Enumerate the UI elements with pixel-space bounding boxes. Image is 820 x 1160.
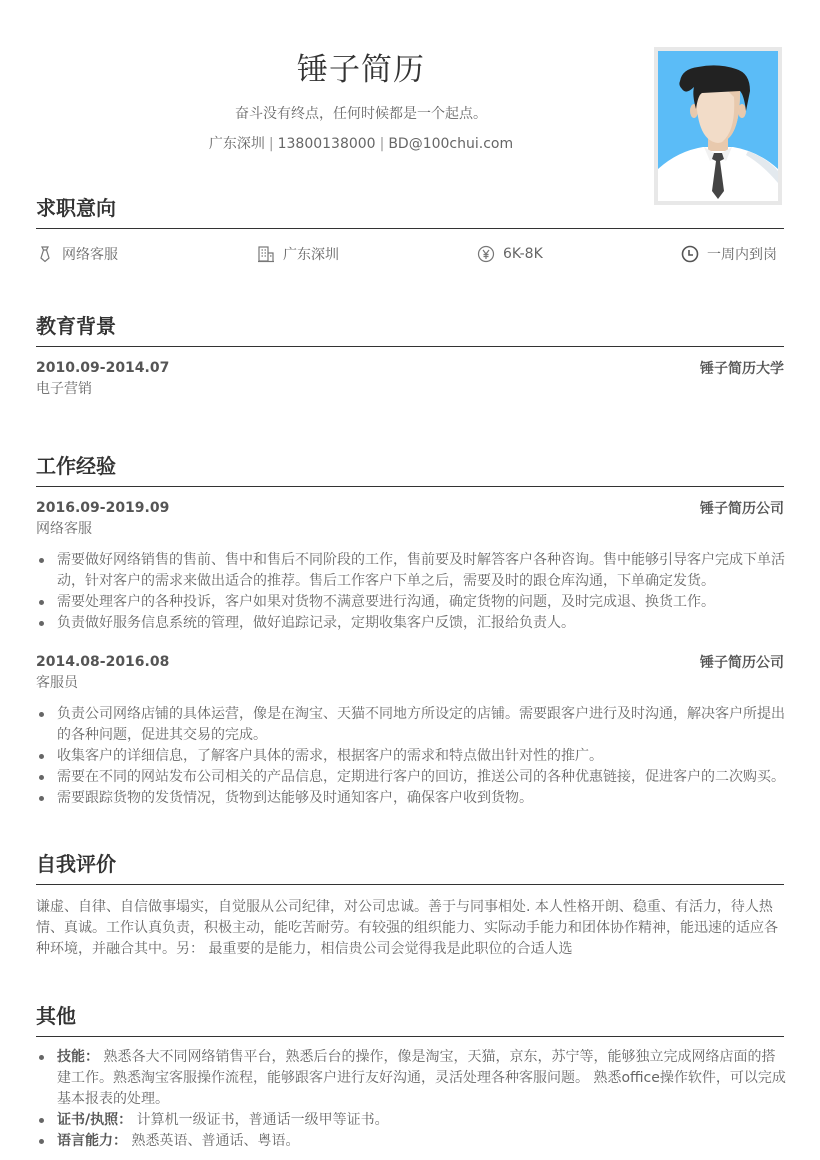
intention-salary-label: 6K-8K (503, 246, 543, 262)
languages-text: 熟悉英语、普通话、粤语。 (127, 1133, 300, 1149)
certificates-text: 计算机一级证书，普通话一级甲等证书。 (132, 1112, 389, 1128)
intention-position (36, 243, 118, 265)
work-period: 2016.09-2019.09 (36, 500, 170, 516)
work-duties-list (36, 704, 786, 809)
list-item: 需要跟踪货物的发货情况，货物到达能够及时通知客户，确保客户收到货物。 (36, 788, 786, 809)
languages-label: 语言能力： (57, 1133, 127, 1149)
tie-icon (36, 245, 54, 263)
education-period: 2010.09-2014.07 (36, 360, 170, 376)
intention-position-label: 网络客服 (62, 247, 118, 263)
clock-icon (681, 245, 699, 263)
education-major: 电子营销 (36, 381, 92, 397)
work-entry-header (36, 498, 784, 518)
work-entry-header (36, 652, 784, 672)
building-icon (257, 245, 275, 263)
list-item (36, 1110, 786, 1131)
contact-location: 广东深圳 (208, 136, 265, 152)
work-period: 2014.08-2016.08 (36, 654, 170, 670)
section-title-intention: 求职意向 (36, 196, 116, 220)
work-duties-list (36, 550, 786, 634)
avatar-placeholder-icon (658, 51, 778, 201)
intention-availability (681, 243, 777, 265)
list-item: 收集客户的详细信息，了解客户具体的需求，根据客户的需求和特点做出针对性的推广。 (36, 746, 786, 767)
yen-icon (477, 245, 495, 263)
intention-salary (477, 243, 543, 265)
section-divider (36, 486, 784, 487)
section-divider (36, 228, 784, 229)
list-item (36, 1131, 786, 1152)
contact-line (36, 134, 686, 154)
list-item: 需要做好网络销售的售前、售中和售后不同阶段的工作，售前要及时解答客户各种咨询。售中能够引导客户完成下单活动，针对客户的需求来做出适合的推荐。售后工作客户下单之后，需要及时的跟仓库沟通，下单确定发货。 (36, 550, 786, 592)
separator: | (379, 136, 385, 152)
certificates-label: 证书/执照： (57, 1112, 133, 1128)
section-title-self-evaluation: 自我评价 (36, 852, 116, 876)
section-divider (36, 346, 784, 347)
intention-availability-label: 一周内到岗 (707, 247, 777, 263)
section-divider (36, 884, 784, 885)
list-item (36, 1047, 786, 1110)
other-list (36, 1047, 786, 1152)
section-divider (36, 1036, 784, 1037)
intention-city (257, 243, 339, 265)
motto: 奋斗没有终点，任何时候都是一个起点。 (235, 106, 487, 122)
self-evaluation-text: 谦虚、自律、自信做事塌实，自觉服从公司纪律，对公司忠诚。善于与同事相处. 本人性格开朗、稳重、有活力，待人热情、真诚。工作认真负责，积极主动，能吃苦耐劳。有较强的组织能力、实际动手能力和团体协作精神，能迅速的适应各种环境，并融合其中。另： 最重要的是能力，相信贵公司会觉得我是此职位的合适人选 (36, 899, 778, 957)
intention-row (36, 243, 784, 265)
work-position: 客服员 (36, 675, 78, 691)
list-item: 负责做好服务信息系统的管理，做好追踪记录，定期收集客户反馈，汇报给负责人。 (36, 613, 786, 634)
work-company: 锤子简历公司 (700, 501, 784, 517)
work-position: 网络客服 (36, 521, 92, 537)
list-item: 需要在不同的网站发布公司相关的产品信息，定期进行客户的回访，推送公司的各种优惠链接，促进客户的二次购买。 (36, 767, 786, 788)
skills-label: 技能： (57, 1049, 99, 1065)
contact-email: BD@100chui.com (388, 136, 514, 152)
education-entry-header (36, 358, 784, 378)
list-item: 需要处理客户的各种投诉，客户如果对货物不满意要进行沟通，确定货物的问题，及时完成退、换货工作。 (36, 592, 786, 613)
skills-text: 熟悉各大不同网络销售平台，熟悉后台的操作，像是淘宝，天猫，京东，苏宁等，能够独立完成网络店面的搭建工作。熟悉淘宝客服操作流程，能够跟客户进行友好沟通，灵活处理各种客服问题。 熟悉office操作软件，可以完成基本报表的处理。 (57, 1049, 786, 1107)
section-title-education: 教育背景 (36, 314, 116, 338)
section-title-other: 其他 (36, 1004, 76, 1028)
work-company: 锤子简历公司 (700, 655, 784, 671)
intention-city-label: 广东深圳 (283, 247, 339, 263)
profile-photo (654, 47, 782, 205)
list-item: 负责公司网络店铺的具体运营，像是在淘宝、天猫不同地方所设定的店铺。需要跟客户进行及时沟通，解决客户所提出的各种问题，促进其交易的完成。 (36, 704, 786, 746)
education-school: 锤子简历大学 (700, 361, 784, 377)
section-title-work: 工作经验 (36, 454, 116, 478)
separator: | (268, 136, 274, 152)
contact-phone: 13800138000 (277, 136, 376, 152)
resume-name: 锤子简历 (297, 52, 425, 88)
